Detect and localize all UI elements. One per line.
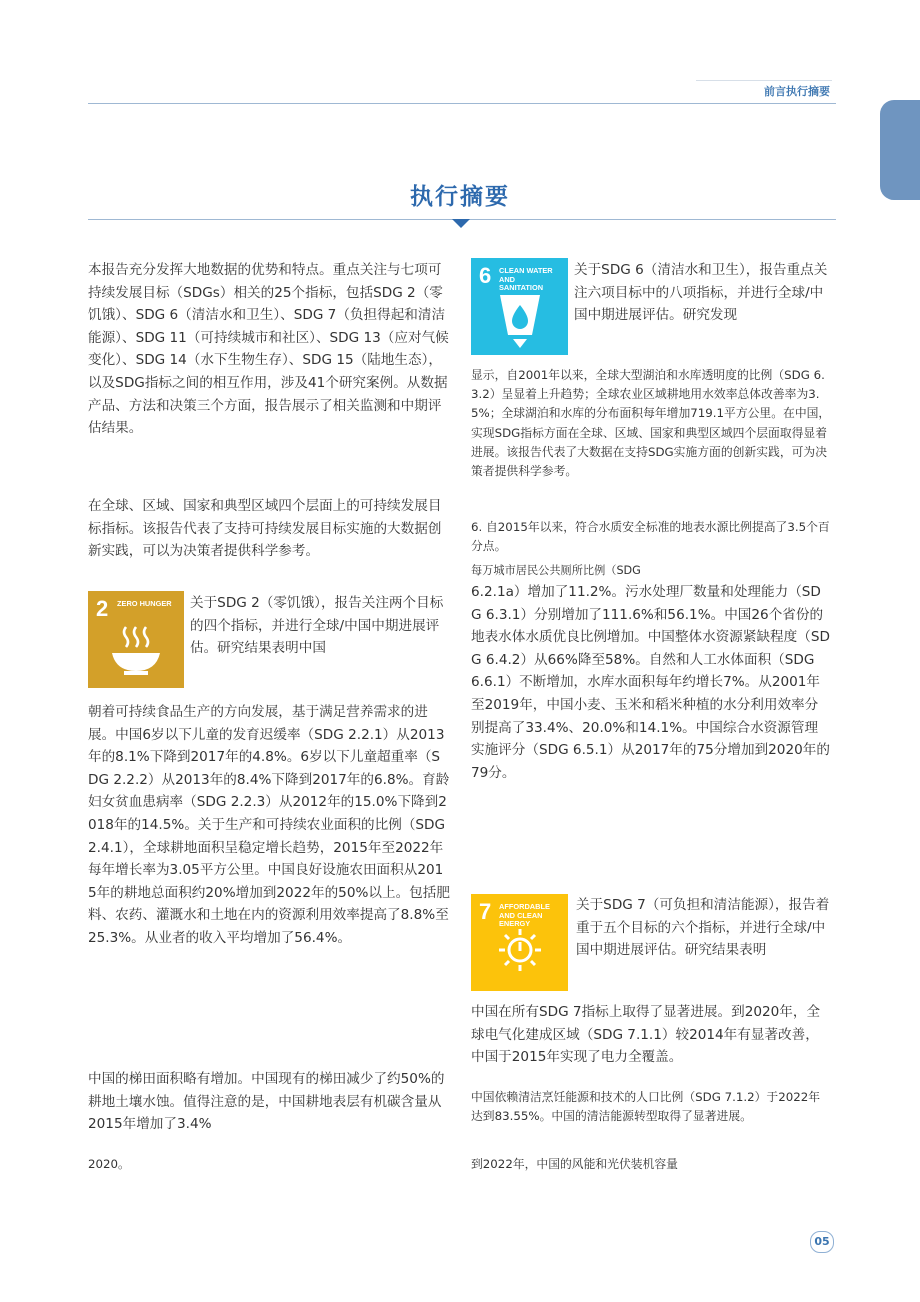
section-label: 前言执行摘要 — [764, 85, 830, 98]
sdg6-lead-paragraph: 关于SDG 6（清洁水和卫生），报告重点关注六项目标中的八项指标，并进行全球/中国中期进展评估。研究发现 — [574, 262, 828, 324]
header-rule-top — [696, 80, 832, 81]
sdg7-number: 7 — [479, 899, 492, 924]
sdg6-body-paragraph: 显示，自2001年以来，全球大型湖泊和水库透明度的比例（SDG 6.3.2）呈显着上升趋势；全球农业区域耕地用水效率总体改善率为3.5%；全球湖泊和水库的分布面积每年增加719.1平方公里。在中国，实现SDG指标方面在全球、区域、国家和典型区域四个层面取得显着进展。该报告代表了大数据在支持SDG实施方面的创新实践，可为决策者提供科学参考。 — [471, 368, 831, 479]
year-note: 2020。 — [88, 1157, 130, 1171]
sdg2-lead-paragraph: 关于SDG 2（零饥饿），报告关注两个目标的四个指标，并进行全球/中国中期进展评估。研究结果表明中国 — [190, 595, 444, 657]
page-number: 05 — [810, 1231, 834, 1253]
sdg2-label: ZERO HUNGER — [117, 599, 172, 608]
header-rule — [88, 103, 836, 104]
intro-paragraph: 本报告充分发挥大地数据的优势和特点。重点关注与七项可持续发展目标（SDGs）相关的25个指标，包括SDG 2（零饥饿）、SDG 6（清洁水和卫生）、SDG 7（负担得起和清洁能源）、SDG 11（可持续城市和社区）、SDG 13（应对气候变化）、SDG 14（水下生物生存）、SDG 15（陆地生态），以及SDG指标之间的相互作用，涉及41个研究案例。从数据产品、方法和决策三个方面，报告展示了相关监测和中期评估结果。 — [88, 262, 449, 437]
sdg6-label: CLEAN WATER AND SANITATION — [499, 266, 553, 292]
title-marker-icon — [452, 219, 470, 228]
sdg6-toilet-line: 每万城市居民公共厕所比例（SDG — [471, 564, 641, 577]
page-title: 执行摘要 — [410, 184, 510, 210]
bowl-icon — [106, 623, 166, 679]
sdg7-body-paragraph: 中国在所有SDG 7指标上取得了显著进展。到2020年，全球电气化建成区域（SDG 7.1.1）较2014年有显著改善，中国于2015年实现了电力全覆盖。 — [471, 1004, 821, 1066]
sdg7-wind-line: 到2022年，中国的风能和光伏装机容量 — [471, 1157, 678, 1171]
sdg7-tile — [471, 894, 568, 991]
sdg2-body-paragraph: 朝着可持续食品生产的方向发展，基于满足营养需求的进展。中国6岁以下儿童的发育迟缓率（SDG 2.2.1）从2013年的8.1%下降到2017年的4.8%。6岁以下儿童超重率（SDG 2.2.2）从2013年的8.4%下降到2017年的6.8%。育龄妇女贫血患病率（SDG 2.2.3）从2012年的15.0%下降到2018年的14.5%。关于生产和可持续农业面积的比例（SDG 2.4.1），全球耕地面积呈稳定增长趋势，2015年至2022年每年增长率为3.05平方公里。中国良好设施农田面积从2015年的耕地总面积约20%增加到2022年的50%以上。包括肥料、农药、灌溉水和土地在内的资源利用效率提高了8.8%至25.3%。从业者的收入平均增加了56.4%。 — [88, 704, 450, 946]
sdg6-tile — [471, 258, 568, 355]
sdg2-tile — [88, 591, 184, 688]
sdg7-cooking-paragraph: 中国依赖清洁烹饪能源和技术的人口比例（SDG 7.1.2）于2022年达到83.55%。中国的清洁能源转型取得了显著进展。 — [471, 1090, 821, 1124]
terraces-paragraph: 中国的梯田面积略有增加。中国现有的梯田减少了约50%的耕地土壤水蚀。值得注意的是，中国耕地表层有机碳含量从2015年增加了3.4% — [88, 1071, 445, 1133]
sdg7-lead-paragraph: 关于SDG 7（可负担和清洁能源），报告着重于五个目标的六个指标，并进行全球/中国中期进展评估。研究结果表明 — [576, 897, 830, 959]
sdg7-label: AFFORDABLE AND CLEAN ENERGY — [499, 902, 550, 928]
water-glass-icon — [497, 291, 543, 349]
sun-power-icon — [497, 927, 543, 973]
sdg6-point-paragraph: 6. 自2015年以来，符合水质安全标准的地表水源比例提高了3.5个百分点。 — [471, 520, 830, 554]
sdg2-number: 2 — [96, 596, 109, 621]
sdg6-more-paragraph: 6.2.1a）增加了11.2%。污水处理厂数量和处理能力（SDG 6.3.1）分别增加了111.6%和56.1%。中国26个省份的地表水体水质优良比例增加。中国整体水资源紧缺程度（SDG 6.4.2）从66%降至58%。自然和人工水体面积（SDG 6.6.1）不断增加，水库水面积每年约增长7%。从2001年至2019年，中国小麦、玉米和稻米种植的水分利用效率分别提高了33.4%、20.0%和14.1%。中国综合水资源管理实施评分（SDG 6.5.1）从2017年的75分增加到2020年的79分。 — [471, 584, 830, 781]
sdg6-number: 6 — [479, 263, 492, 288]
levels-paragraph: 在全球、区域、国家和典型区域四个层面上的可持续发展目标指标。该报告代表了支持可持续发展目标实施的大数据创新实践，可以为决策者提供科学参考。 — [88, 498, 442, 560]
